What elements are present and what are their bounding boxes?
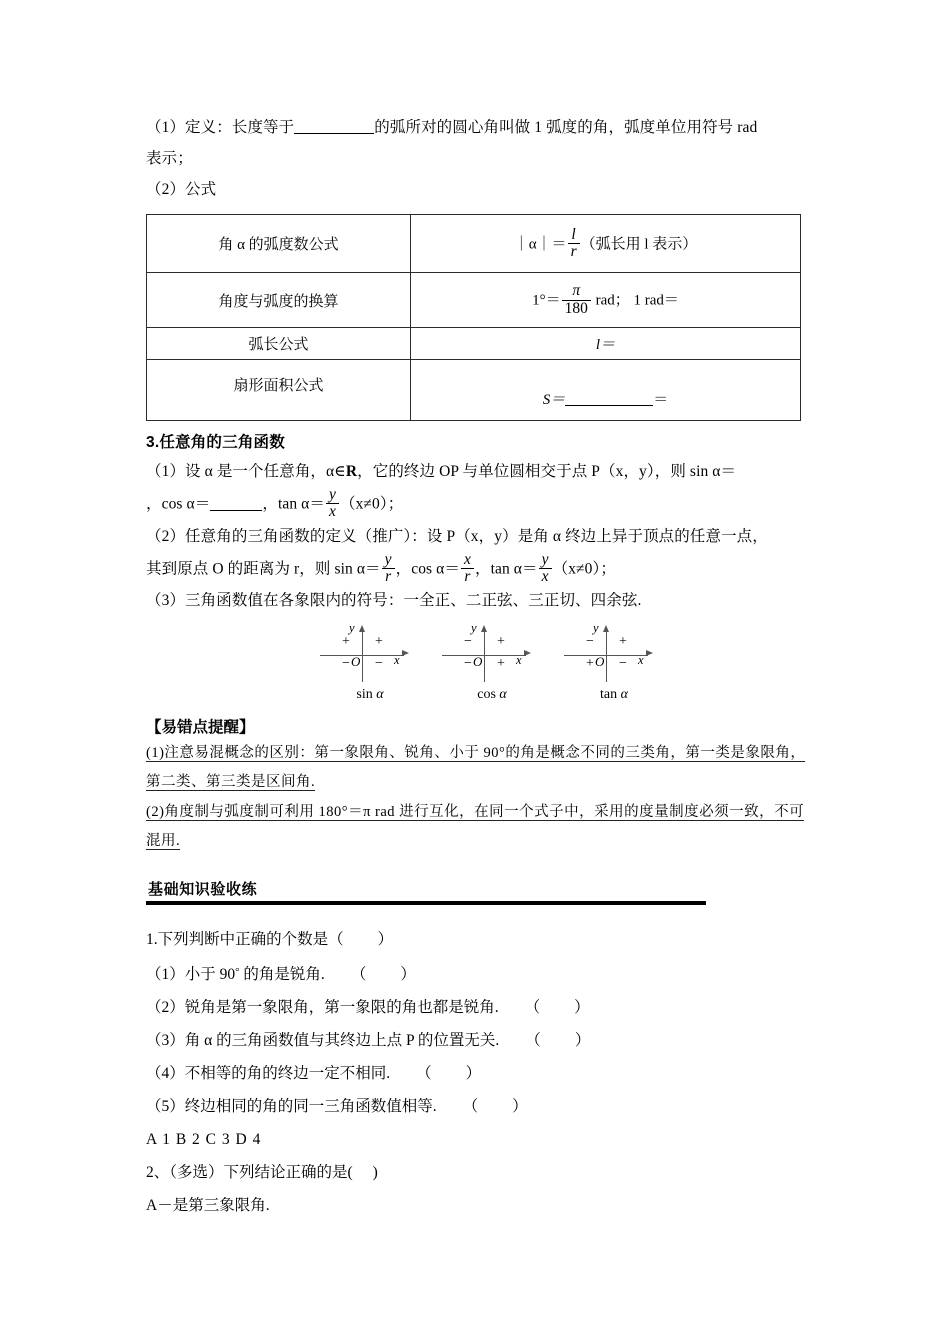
- fraction-numerator: π: [572, 282, 581, 300]
- section3-item2-line1: [146, 521, 806, 552]
- arc-length-formula: l＝: [595, 337, 616, 353]
- table-row: [147, 328, 801, 360]
- question-1-sub-1: [146, 956, 806, 991]
- sub-text-post: 的角是锐角.: [239, 966, 325, 984]
- answer-paren-close: ）: [465, 1065, 482, 1083]
- fraction-y-over-r: [382, 552, 395, 586]
- radian-definition-line: [146, 112, 806, 143]
- table-cell-label: 弧长公式: [147, 328, 411, 360]
- sign-quadrant-3: +: [586, 656, 594, 672]
- table-cell-label: [147, 360, 411, 421]
- practice-banner: [146, 878, 806, 905]
- radian-definition-label: （1）定义：长度等于: [146, 119, 295, 136]
- table-cell-value: [411, 328, 801, 360]
- question-1-stem-close: ）: [377, 931, 394, 949]
- x-axis-label: x: [516, 653, 522, 668]
- y-axis-label: y: [593, 621, 599, 636]
- fraction-denominator: 180: [562, 300, 591, 317]
- sign-quadrant-1: +: [497, 634, 505, 650]
- answer-paren-close: ）: [400, 966, 416, 984]
- y-axis-line: [362, 630, 363, 682]
- table-cell-value: [411, 273, 801, 328]
- item2-text-line1: （2）任意角的三角函数的定义（推广）：设 P（x，y）是角 α 终边上异于顶点的任意一点，: [146, 527, 768, 545]
- document-content: [146, 112, 806, 1222]
- item2-tan-label: ，tan α＝: [474, 560, 538, 578]
- fraction-denominator: x: [539, 568, 552, 585]
- formula-intro-label: （2）公式: [146, 181, 217, 198]
- fraction-denominator: r: [382, 568, 395, 585]
- quadrant-diagram-tan: [562, 621, 666, 703]
- sign-quadrant-1: +: [375, 634, 383, 650]
- item2-condition: （x≠0）；: [552, 560, 616, 578]
- practice-banner-label: 基础知识验收练: [148, 882, 258, 899]
- quadrant-diagrams-row: [146, 621, 806, 703]
- sub-text-pre: （1）小于 90: [146, 966, 236, 984]
- sub-text-pre: （2）锐角是第一象限角，第一象限的角也都是锐角.: [146, 999, 499, 1017]
- table-row: [147, 273, 801, 328]
- definition-blank[interactable]: [294, 133, 374, 134]
- item1-condition: （x≠0）；: [339, 495, 404, 513]
- fraction-numerator: l: [571, 225, 576, 243]
- radian-formula-lhs: ｜α｜＝: [513, 236, 567, 253]
- fraction-numerator: y: [329, 486, 336, 503]
- fraction-denominator: r: [568, 243, 580, 260]
- origin-label: O: [595, 654, 605, 670]
- question-1-sub-3: [146, 1024, 806, 1057]
- item3-text: （3）三角函数值在各象限内的符号：一全正、二正弦、三正切、四余弦.: [146, 592, 642, 610]
- question-1-stem: [146, 923, 806, 956]
- fraction-numerator: x: [463, 550, 471, 568]
- caption-function-name: sin: [356, 687, 373, 703]
- x-axis-arrow-icon: [646, 650, 653, 656]
- x-axis-arrow-icon: [402, 650, 409, 656]
- page-title-section3: 3.任意角的三角函数: [146, 434, 285, 451]
- fraction-y-over-x: [326, 487, 339, 521]
- answer-paren-close: ）: [574, 999, 590, 1017]
- table-cell-label: 角度与弧度的换算: [147, 273, 411, 328]
- answer-paren-open: （: [525, 1032, 541, 1050]
- question-2-stem-close: ): [372, 1164, 378, 1182]
- caption-angle-symbol: α: [376, 687, 384, 703]
- caption-angle-symbol: α: [620, 687, 628, 703]
- item2-cos-label: ，cos α＝: [395, 560, 460, 578]
- y-axis-line: [606, 630, 607, 682]
- fraction-y-over-x-2: [539, 552, 552, 586]
- y-axis-label: y: [349, 621, 355, 636]
- y-axis-label: y: [471, 621, 477, 636]
- x-axis-label: x: [394, 653, 400, 668]
- banner-divider: [146, 901, 706, 905]
- y-axis-arrow-icon: [481, 625, 487, 632]
- diagram-caption: [440, 687, 544, 703]
- quadrant-diagram-sin: [318, 621, 422, 703]
- table-cell-value: [411, 215, 801, 273]
- radian-definition-rest: 的弧所对的圆心角叫做 1 弧度的角，弧度单位用符号 rad: [374, 119, 758, 136]
- sign-quadrant-2: −: [464, 634, 472, 650]
- section3-item2-line2: [146, 552, 806, 586]
- caption-function-name: cos: [477, 687, 496, 703]
- answer-paren-open: （: [416, 1065, 432, 1083]
- question-2-stem: [146, 1156, 806, 1189]
- table-cell-value: [411, 360, 801, 421]
- diagram-caption: [562, 687, 666, 703]
- sub-text-pre: （5）终边相同的角的同一三角函数值相等.: [146, 1098, 437, 1116]
- answer-paren-close: ）: [574, 1032, 591, 1050]
- table-row: [147, 215, 801, 273]
- question-1-sub-5: [146, 1090, 806, 1123]
- sign-quadrant-4: −: [375, 656, 383, 672]
- warning-item: [146, 739, 806, 797]
- sign-quadrant-3: −: [464, 656, 472, 672]
- cos-value-blank[interactable]: [210, 510, 262, 511]
- item1-tan-label: ，tan α＝: [262, 495, 325, 513]
- warning-item: [146, 798, 806, 856]
- exercise-list: [146, 923, 806, 1222]
- sub-text-pre: （4）不相等的角的终边一定不相同.: [146, 1065, 391, 1083]
- item1-cos-label: ，cos α＝: [146, 495, 211, 513]
- fraction-numerator: y: [541, 550, 549, 568]
- question-2-stem-text: 2、（多选）下列结论正确的是(: [146, 1164, 353, 1182]
- sector-formula-tail: ＝: [653, 391, 669, 408]
- table-row: [147, 360, 801, 421]
- origin-label: O: [473, 654, 483, 670]
- item1-text-pre: （1）设 α 是一个任意角，α∈: [146, 463, 346, 480]
- warnings-title: 【易错点提醒】: [146, 719, 255, 737]
- fraction-pi-over-180: [562, 283, 591, 317]
- sign-quadrant-3: −: [342, 656, 350, 672]
- axes-diagram: [440, 621, 544, 686]
- sign-quadrant-4: +: [497, 656, 505, 672]
- section3-item1-line1: [146, 456, 806, 487]
- caption-angle-symbol: α: [499, 687, 507, 703]
- sector-area-formula: [417, 388, 794, 409]
- item2-sin-label: 其到原点 O 的距离为 r，则 sin α＝: [146, 560, 381, 578]
- fraction-x-over-r: [461, 552, 474, 586]
- answer-paren-open: （: [462, 1098, 479, 1116]
- degree-symbol: °: [235, 966, 240, 979]
- section3-item1-line2: [146, 487, 806, 521]
- sign-quadrant-2: +: [342, 634, 350, 650]
- y-axis-line: [484, 630, 485, 682]
- fraction-numerator: y: [384, 550, 392, 568]
- origin-label: O: [351, 654, 361, 670]
- question-1-stem-text: 1.下列判断中正确的个数是（: [146, 931, 344, 949]
- radian-definition-line2: [146, 143, 806, 174]
- conversion-tail: rad； 1 rad＝: [591, 292, 679, 309]
- sign-quadrant-4: −: [619, 656, 627, 672]
- answer-paren-open: （: [350, 966, 367, 984]
- quadrant-diagram-cos: [440, 621, 544, 703]
- x-axis-arrow-icon: [524, 650, 531, 656]
- warning-item-text: (2)角度制与弧度制可利用 180°＝π rad 进行互化，在同一个式子中，采用的度量制度必须一致，不可混用.: [146, 804, 805, 850]
- sub-text-pre: （3）角 α 的三角函数值与其终边上点 P 的位置无关.: [146, 1032, 500, 1050]
- axes-diagram: [562, 621, 666, 686]
- sign-quadrant-2: −: [586, 634, 594, 650]
- question-1-options[interactable]: A 1 B 2 C 3 D 4: [146, 1131, 262, 1149]
- answer-paren-close: ）: [512, 1098, 528, 1116]
- fraction-denominator: x: [326, 503, 339, 520]
- sector-formula-blank[interactable]: [565, 405, 653, 406]
- question-1-sub-2: [146, 991, 806, 1024]
- radian-definition-rest2: 表示；: [146, 150, 193, 167]
- sector-label-text: 扇形面积公式: [233, 377, 324, 394]
- diagram-caption: [318, 687, 422, 703]
- sign-quadrant-1: +: [619, 634, 627, 650]
- x-axis-label: x: [638, 653, 644, 668]
- y-axis-arrow-icon: [603, 625, 609, 632]
- formula-intro-line: [146, 174, 806, 205]
- table-cell-label: 角 α 的弧度数公式: [147, 215, 411, 273]
- caption-function-name: tan: [600, 687, 618, 703]
- radian-formula-tail: （弧长用 l 表示）: [580, 236, 698, 253]
- real-number-set-symbol: R: [345, 463, 358, 480]
- sector-formula-lhs: S＝: [542, 391, 566, 408]
- y-axis-arrow-icon: [359, 625, 365, 632]
- conversion-lhs: 1°＝: [532, 292, 561, 309]
- item1-text-post: ，它的终边 OP 与单位圆相交于点 P（x，y），则 sin α＝: [357, 463, 737, 480]
- fraction-denominator: r: [461, 568, 474, 585]
- axes-diagram: [318, 621, 422, 686]
- section3-item3-line: [146, 585, 806, 616]
- question-1-sub-4: [146, 1057, 806, 1090]
- fraction-l-over-r: [568, 227, 580, 261]
- warning-item-text: (1)注意易混概念的区别：第一象限角、锐角、小于 90°的角是概念不同的三类角，第一类是象限角，第二类、第三类是区间角.: [146, 745, 806, 791]
- answer-paren-open: （: [524, 999, 541, 1017]
- warnings-block: [146, 739, 806, 856]
- formula-table: [146, 214, 801, 421]
- question-2-option-a[interactable]: A－是第三象限角.: [146, 1197, 270, 1215]
